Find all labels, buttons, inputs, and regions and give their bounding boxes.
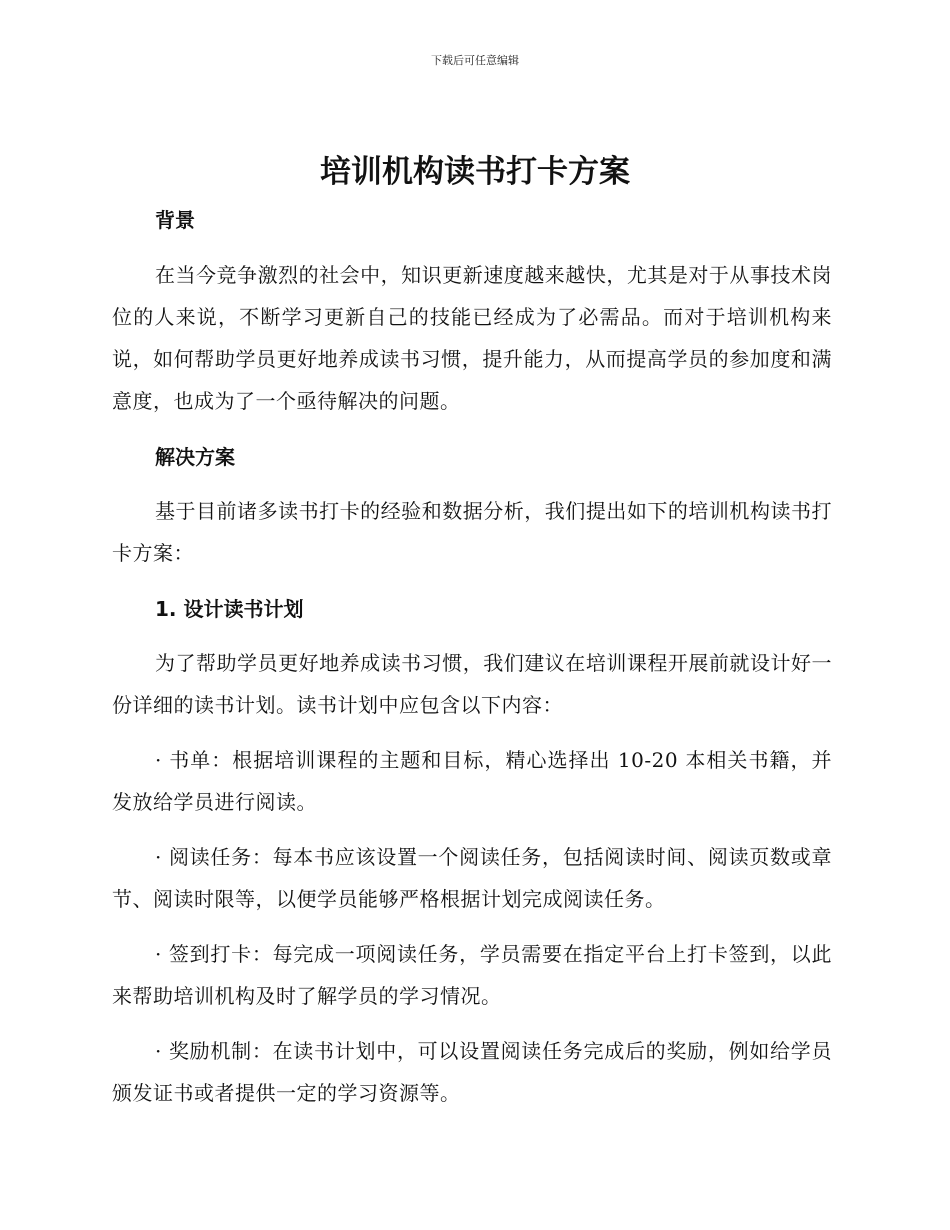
page-header-note: 下载后可任意编辑 <box>431 54 519 67</box>
document-title: 培训机构读书打卡方案 <box>320 154 630 190</box>
list-item-reading-task: · 阅读任务：每本书应该设置一个阅读任务，包括阅读时间、阅读页数或章节、阅读时限等，以便学员能够严格根据计划完成阅读任务。 <box>112 845 832 911</box>
list-item-reward-mechanism: · 奖励机制：在读书计划中，可以设置阅读任务完成后的奖励，例如给学员颁发证书或者提供一定的学习资源等。 <box>112 1039 832 1105</box>
heading-design-reading-plan: 1. 设计读书计划 <box>155 597 304 621</box>
list-item-book-list: · 书单：根据培训课程的主题和目标，精心选择出 10-20 本相关书籍，并发放给学员进行阅读。 <box>112 748 832 814</box>
heading-background: 背景 <box>155 208 195 232</box>
heading-solution: 解决方案 <box>155 445 235 469</box>
list-item-check-in: · 签到打卡：每完成一项阅读任务，学员需要在指定平台上打卡签到，以此来帮助培训机构及时了解学员的学习情况。 <box>112 942 832 1008</box>
paragraph-plan-intro: 为了帮助学员更好地养成读书习惯，我们建议在培训课程开展前就设计好一份详细的读书计划。读书计划中应包含以下内容： <box>112 651 832 717</box>
paragraph-background: 在当今竞争激烈的社会中，知识更新速度越来越快，尤其是对于从事技术岗位的人来说，不断学习更新自己的技能已经成为了必需品。而对于培训机构来说，如何帮助学员更好地养成读书习惯，提升能力，从而提高学员的参加度和满意度，也成为了一个亟待解决的问题。 <box>112 263 832 413</box>
paragraph-solution-intro: 基于目前诸多读书打卡的经验和数据分析，我们提出如下的培训机构读书打卡方案： <box>112 499 832 565</box>
